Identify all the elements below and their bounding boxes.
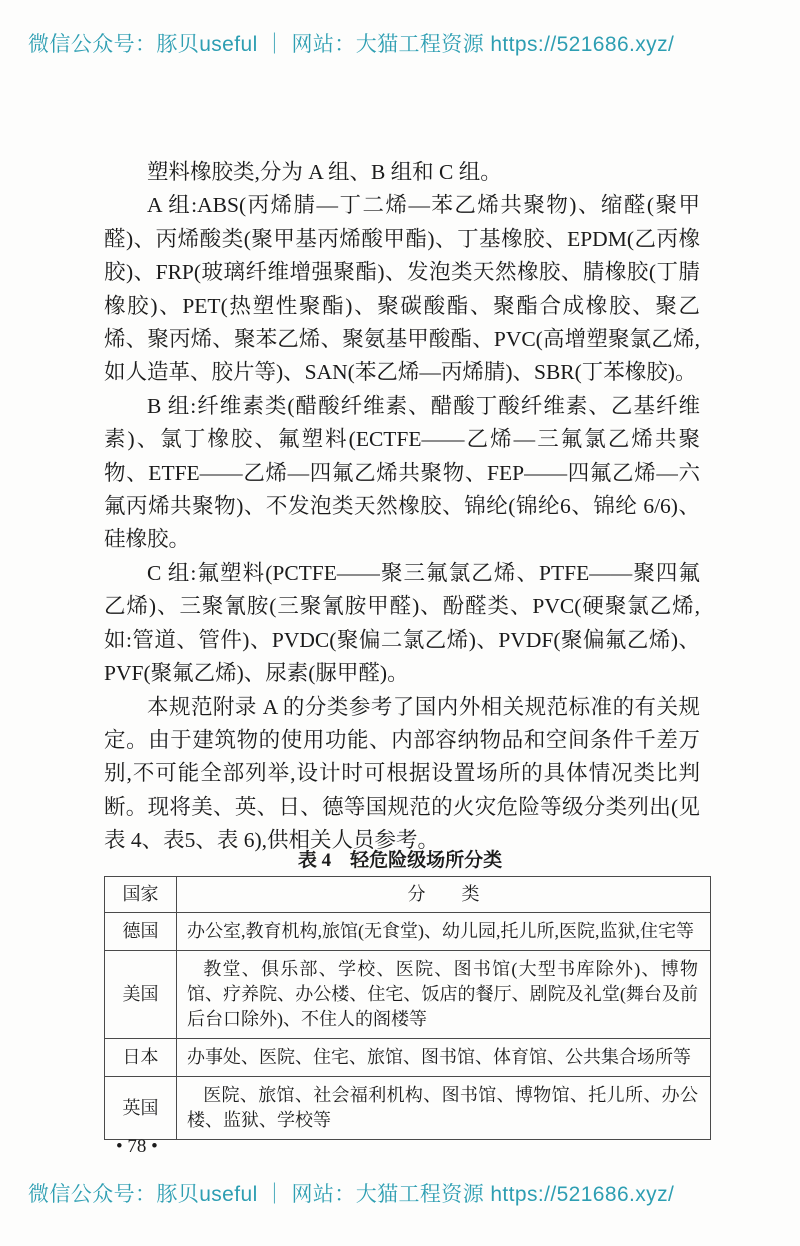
header-cell-country: 国家 xyxy=(105,877,177,913)
table-title: 表 4 轻危险级场所分类 xyxy=(297,850,503,871)
table-row xyxy=(105,951,711,1039)
cell-country-japan: 日本 xyxy=(105,1039,177,1077)
watermark-top: 微信公众号：豚贝useful ｜ 网站：大猫工程资源 https://521686.xyz/ xyxy=(28,33,675,56)
header-cell-classification: 分 类 xyxy=(177,877,711,913)
paragraph-group-c: C 组:氟塑料(PCTFE——聚三氟氯乙烯、PTFE——聚四氟乙烯)、三聚氰胺(三聚氰胺甲醛)、酚醛类、PVC(硬聚氯乙烯,如:管道、管件)、PVDC(聚偏二氯乙烯)、PVDF(聚偏氟乙烯)、PVF(聚氟乙烯)、尿素(脲甲醛)。 xyxy=(104,560,700,686)
table-row xyxy=(105,913,711,951)
table-header-row xyxy=(105,877,711,913)
cell-country-usa: 美国 xyxy=(105,951,177,1039)
paragraph-intro: 塑料橡胶类,分为 A 组、B 组和 C 组。 xyxy=(147,160,502,184)
paragraph-group-a: A 组:ABS(丙烯腈—丁二烯—苯乙烯共聚物)、缩醛(聚甲醛)、丙烯酸类(聚甲基丙烯酸甲酯)、丁基橡胶、EPDM(乙丙橡胶)、FRP(玻璃纤维增强聚酯)、发泡类天然橡胶、腈橡胶(丁腈橡胶)、PET(热塑性聚酯)、聚碳酸酯、聚酯合成橡胶、聚乙烯、聚丙烯、聚苯乙烯、聚氨基甲酸酯、PVC(高增塑聚氯乙烯,如人造革、胶片等)、SAN(苯乙烯—丙烯腈)、SBR(丁苯橡胶)。 xyxy=(104,193,700,385)
watermark-bottom: 微信公众号：豚贝useful ｜ 网站：大猫工程资源 https://521686.xyz/ xyxy=(28,1183,675,1206)
cell-classification-uk: 医院、旅馆、社会福利机构、图书馆、博物馆、托儿所、办公楼、监狱、学校等 xyxy=(177,1077,711,1140)
cell-classification-japan: 办事处、医院、住宅、旅馆、图书馆、体育馆、公共集合场所等 xyxy=(177,1039,711,1077)
cell-country-uk: 英国 xyxy=(105,1077,177,1140)
table-row xyxy=(105,1077,711,1140)
cell-classification-usa: 教堂、俱乐部、学校、医院、图书馆(大型书库除外)、博物馆、疗养院、办公楼、住宅、饭店的餐厅、剧院及礼堂(舞台及前后台口除外)、不住人的阁楼等 xyxy=(177,951,711,1039)
table-row xyxy=(105,1039,711,1077)
cell-country-germany: 德国 xyxy=(105,913,177,951)
paragraph-group-b: B 组:纤维素类(醋酸纤维素、醋酸丁酸纤维素、乙基纤维素)、氯丁橡胶、氟塑料(ECTFE——乙烯—三氟氯乙烯共聚物、ETFE——乙烯—四氟乙烯共聚物、FEP——四氟乙烯—六氟丙烯共聚物)、不发泡类天然橡胶、锦纶(锦纶6、锦纶 6/6)、硅橡胶。 xyxy=(104,393,700,552)
paragraph-notes: 本规范附录 A 的分类参考了国内外相关规范标准的有关规定。由于建筑物的使用功能、内部容纳物品和空间条件千差万别,不可能全部列举,设计时可根据设置场所的具体情况类比判断。现将美、英、日、德等国规范的火灾危险等级分类列出(见表 4、表5、表 6),供相关人员参考。 xyxy=(104,694,700,853)
classification-table xyxy=(104,876,711,1140)
page-number: • 78 • xyxy=(116,1136,158,1157)
cell-classification-germany: 办公室,教育机构,旅馆(无食堂)、幼儿园,托儿所,医院,监狱,住宅等 xyxy=(177,913,711,951)
document-body xyxy=(104,156,700,858)
